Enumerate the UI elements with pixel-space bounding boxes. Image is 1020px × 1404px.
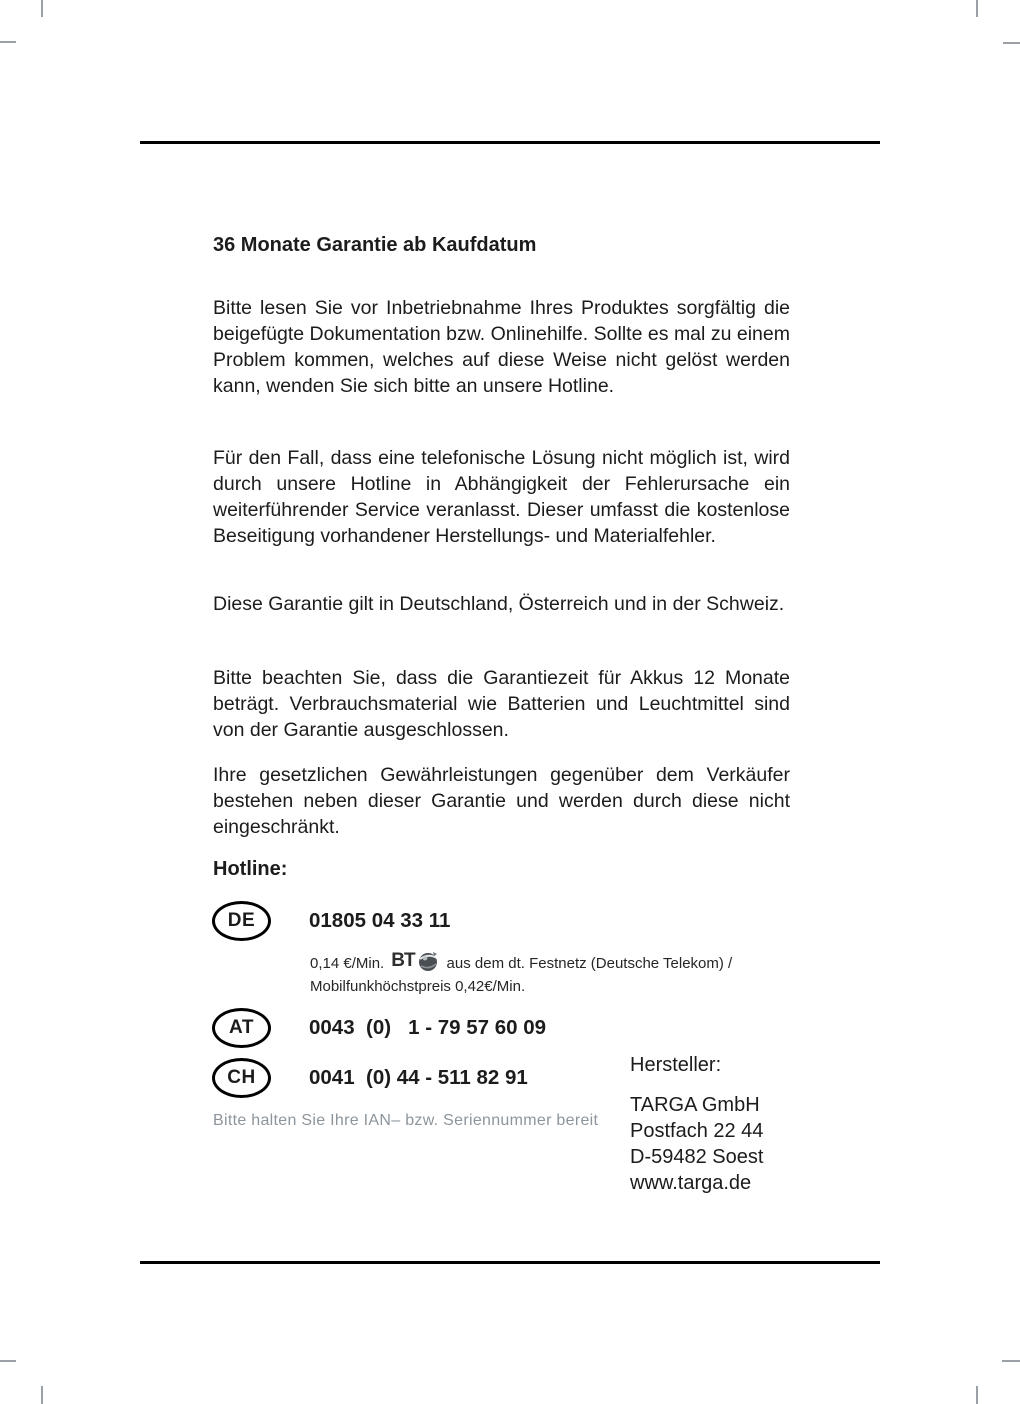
country-badge-at: AT [212,1008,271,1048]
crop-mark-top-right-horizontal [1003,42,1020,44]
phone-number-at: 0043 (0) 1 - 79 57 60 09 [309,1016,547,1039]
manufacturer-name: TARGA GmbH [630,1094,760,1116]
crop-mark-bottom-right-vertical [976,1386,978,1404]
globe-icon [416,949,440,973]
bt-telecom-logo [391,949,439,973]
header-rule [140,141,880,144]
paragraph-service: Für den Fall, dass eine telefonische Lösung nicht möglich ist, wird durch unsere Hotline in Abhängigkeit der Fehlerursache ein weiterführender Service veranlasst. Dieser umfasst die kostenlose Beseitigung vorhandener Herstellungs- und Materialfehler. [213,447,790,547]
serial-number-note: Bitte halten Sie Ihre IAN– bzw. Seriennummer bereit [213,1112,599,1129]
hotline-row-at [212,1008,546,1048]
manufacturer-heading: Hersteller: [630,1054,722,1076]
crop-mark-bottom-left-vertical [41,1386,43,1404]
tariff-price-landline: 0,14 €/Min. [310,955,385,972]
paragraph-legal-rights: Ihre gesetzlichen Gewährleistungen gegenüber dem Verkäufer bestehen neben dieser Garantie und werden durch diese nicht eingeschränkt. [213,764,790,838]
crop-mark-bottom-left-horizontal [0,1360,16,1362]
crop-mark-top-left-vertical [41,0,43,17]
manufacturer-block [630,1052,763,1196]
tariff-note-line1 [310,952,780,976]
phone-number-de: 01805 04 33 11 [309,909,451,932]
tariff-note [310,952,780,998]
hotline-row-ch [212,1058,528,1098]
manufacturer-pobox: Postfach 22 44 [630,1120,764,1142]
manufacturer-city: D-59482 Soest [630,1146,764,1168]
footer-rule [140,1261,880,1264]
country-badge-de: DE [212,901,271,941]
tariff-note-line2: Mobilfunkhöchstpreis 0,42€/Min. [310,978,526,995]
page-title: 36 Monate Garantie ab Kaufdatum [213,234,537,256]
crop-mark-top-left-horizontal [0,41,16,43]
paragraph-battery-warranty: Bitte beachten Sie, dass die Garantiezeit für Akkus 12 Monate beträgt. Verbrauchsmaterial wie Batterien und Leuchtmittel sind von der Garantie ausgeschlossen. [213,667,790,741]
phone-number-ch: 0041 (0) 44 - 511 82 91 [309,1066,528,1089]
crop-mark-top-right-vertical [976,0,978,17]
paragraph-countries: Diese Garantie gilt in Deutschland, Österreich und in der Schweiz. [213,593,785,615]
tariff-network-text: aus dem dt. Festnetz (Deutsche Telekom) / [446,955,733,972]
bt-logo-text: BT [391,950,415,971]
hotline-heading: Hotline: [213,858,288,880]
paragraph-intro: Bitte lesen Sie vor Inbetriebnahme Ihres Produktes sorgfältig die beigefügte Dokumentation bzw. Onlinehilfe. Sollte es mal zu einem Problem kommen, welches auf diese Weise nicht gelöst werden kann, wenden Sie sich bitte an unsere Hotline. [213,297,790,397]
crop-mark-bottom-right-horizontal [1002,1360,1020,1362]
hotline-row-de [212,901,450,941]
country-badge-ch: CH [212,1058,271,1098]
manufacturer-website: www.targa.de [630,1172,752,1194]
